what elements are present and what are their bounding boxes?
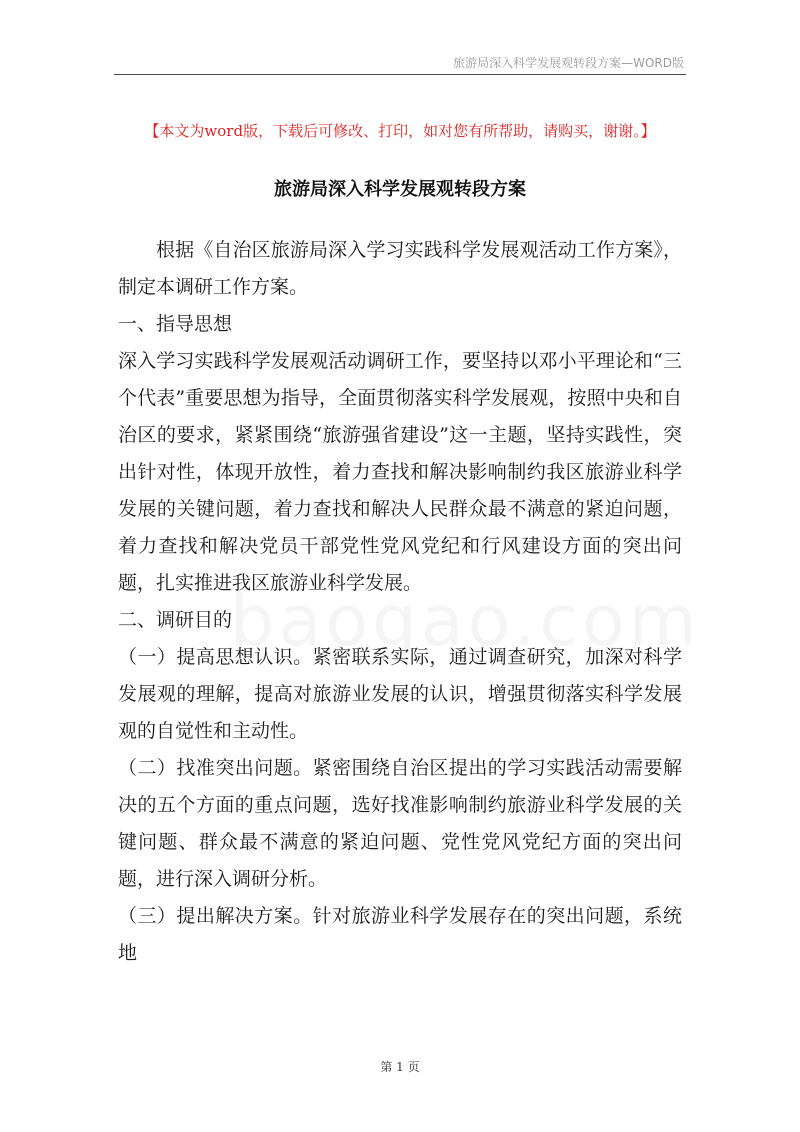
paragraph-purpose-1: （一）提高思想认识。紧密联系实际，通过调查研究，加深对科学发展观的理解，提高对旅游业发展的认识，增强贯彻落实科学发展观的自觉性和主动性。 — [118, 646, 682, 742]
paragraph-purpose-2: （二）找准突出问题。紧密围绕自治区提出的学习实践活动需要解决的五个方面的重点问题，选好找准影响制约旅游业科学发展的关键问题、群众最不满意的紧迫问题、党性党风党纪方面的突出问题，进行深入调研分析。 — [118, 757, 682, 890]
download-notice: 【本文为word版，下载后可修改、打印，如对您有所帮助，请购买，谢谢。】 — [144, 122, 656, 140]
document-title: 旅游局深入科学发展观转段方案 — [274, 179, 526, 200]
running-header: 旅游局深入科学发展观转段方案—WORD版 — [453, 56, 684, 70]
header-divider — [114, 74, 686, 75]
intro-paragraph: 根据《自治区旅游局深入学习实践科学发展观活动工作方案》，制定本调研工作方案。 — [118, 239, 682, 298]
document-body — [118, 232, 682, 972]
paragraph-guiding-thought: 深入学习实践科学发展观活动调研工作，要坚持以邓小平理论和“三个代表”重要思想为指导，全面贯彻落实科学发展观，按照中央和自治区的要求，紧紧围绕“旅游强省建设”这一主题，坚持实践性，突出针对性，体现开放性，着力查找和解决影响制约我区旅游业科学发展的关键问题，着力查找和解决人民群众最不满意的紧迫问题，着力查找和解决党员干部党性党风党纪和行风建设方面的突出问题，扎实推进我区旅游业科学发展。 — [118, 350, 682, 594]
section-heading-research-purpose: 二、调研目的 — [118, 609, 233, 631]
page-number: 第 1 页 — [380, 1060, 420, 1074]
paragraph-purpose-3: （三）提出解决方案。针对旅游业科学发展存在的突出问题，系统地 — [118, 905, 682, 964]
section-heading-guiding-thought: 一、指导思想 — [118, 313, 233, 335]
